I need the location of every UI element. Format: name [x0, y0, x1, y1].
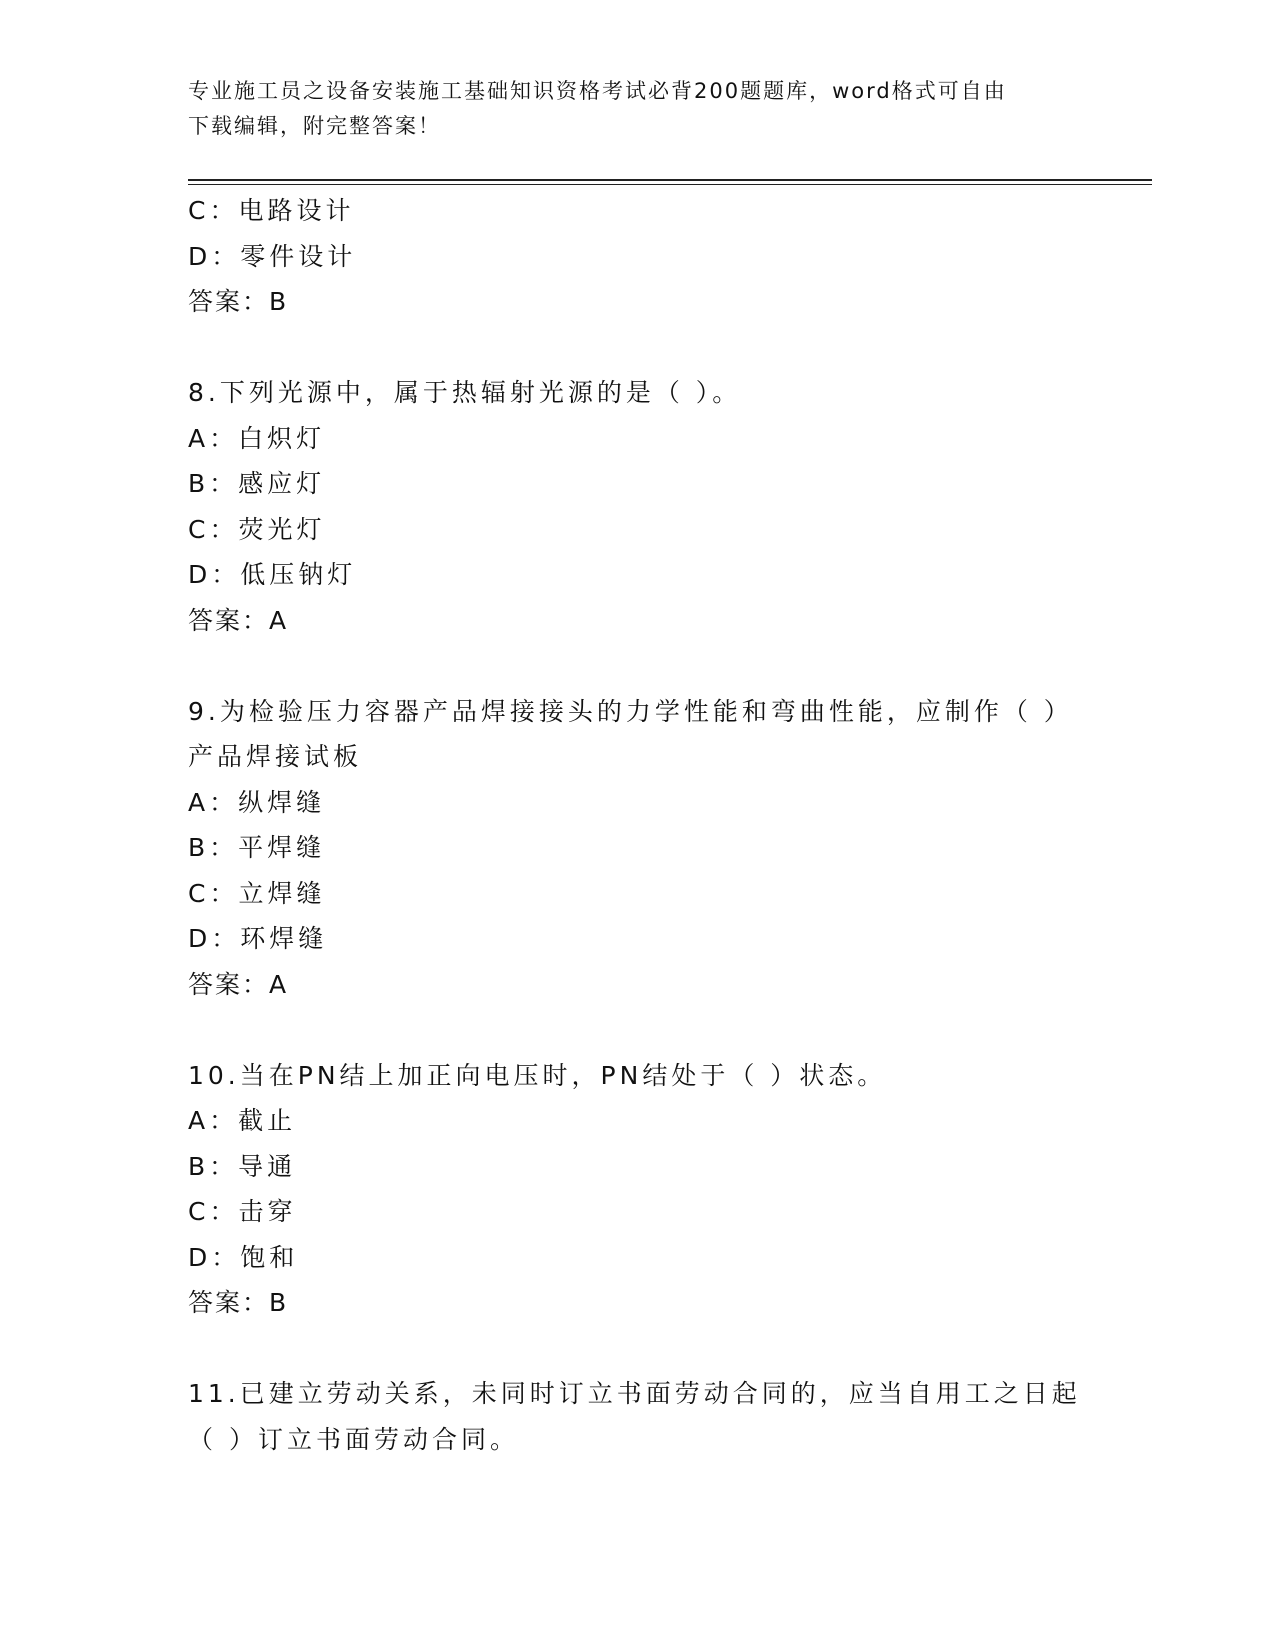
question-stem: 11.已建立劳动关系，未同时订立书面劳动合同的，应当自用工之日起	[188, 1379, 1081, 1408]
spacer	[188, 1007, 1088, 1053]
header-line-2: 下载编辑，附完整答案！	[188, 114, 441, 138]
answer-line: 答案：A	[188, 969, 289, 999]
header-line-1: 专业施工员之设备安装施工基础知识资格考试必背200题题库，word格式可自由	[188, 79, 1007, 103]
question-stem-continued: （ ）订立书面劳动合同。	[188, 1424, 519, 1454]
option-a: A：纵焊缝	[188, 787, 326, 817]
option-b: B：平焊缝	[188, 833, 326, 862]
option-d: D：饱和	[188, 1242, 299, 1272]
option-d: D：零件设计	[188, 241, 357, 271]
question-9	[188, 689, 1088, 1008]
answer-line: 答案：B	[188, 287, 289, 316]
option-c: C：击穿	[188, 1197, 297, 1226]
spacer	[188, 1326, 1088, 1372]
option-a: A：截止	[188, 1106, 297, 1135]
option-c: C：荧光灯	[188, 514, 326, 544]
question-stem-continued: 产品焊接试板	[188, 742, 363, 771]
question-stem: 9.为检验压力容器产品焊接接头的力学性能和弯曲性能，应制作（ ）	[188, 696, 1073, 726]
option-d: D：环焊缝	[188, 924, 328, 953]
spacer	[188, 325, 1088, 371]
option-c: C：电路设计	[188, 196, 355, 225]
option-b: B：感应灯	[188, 469, 326, 498]
header-divider-thick	[188, 179, 1152, 181]
option-d: D：低压钠灯	[188, 560, 357, 589]
question-carryover	[188, 188, 1088, 325]
answer-line: 答案：B	[188, 1288, 289, 1317]
question-10	[188, 1053, 1088, 1326]
header-divider-thin	[188, 184, 1152, 185]
question-stem: 10.当在PN结上加正向电压时，PN结处于（ ）状态。	[188, 1060, 887, 1090]
document-header	[188, 74, 1068, 144]
question-stem: 8.下列光源中，属于热辐射光源的是（ ）。	[188, 378, 742, 407]
option-c: C：立焊缝	[188, 878, 326, 908]
option-a: A：白炽灯	[188, 423, 326, 453]
option-b: B：导通	[188, 1151, 297, 1181]
answer-line: 答案：A	[188, 605, 289, 635]
question-list	[188, 188, 1088, 1462]
spacer	[188, 643, 1088, 689]
question-11	[188, 1371, 1088, 1462]
question-8	[188, 370, 1088, 643]
